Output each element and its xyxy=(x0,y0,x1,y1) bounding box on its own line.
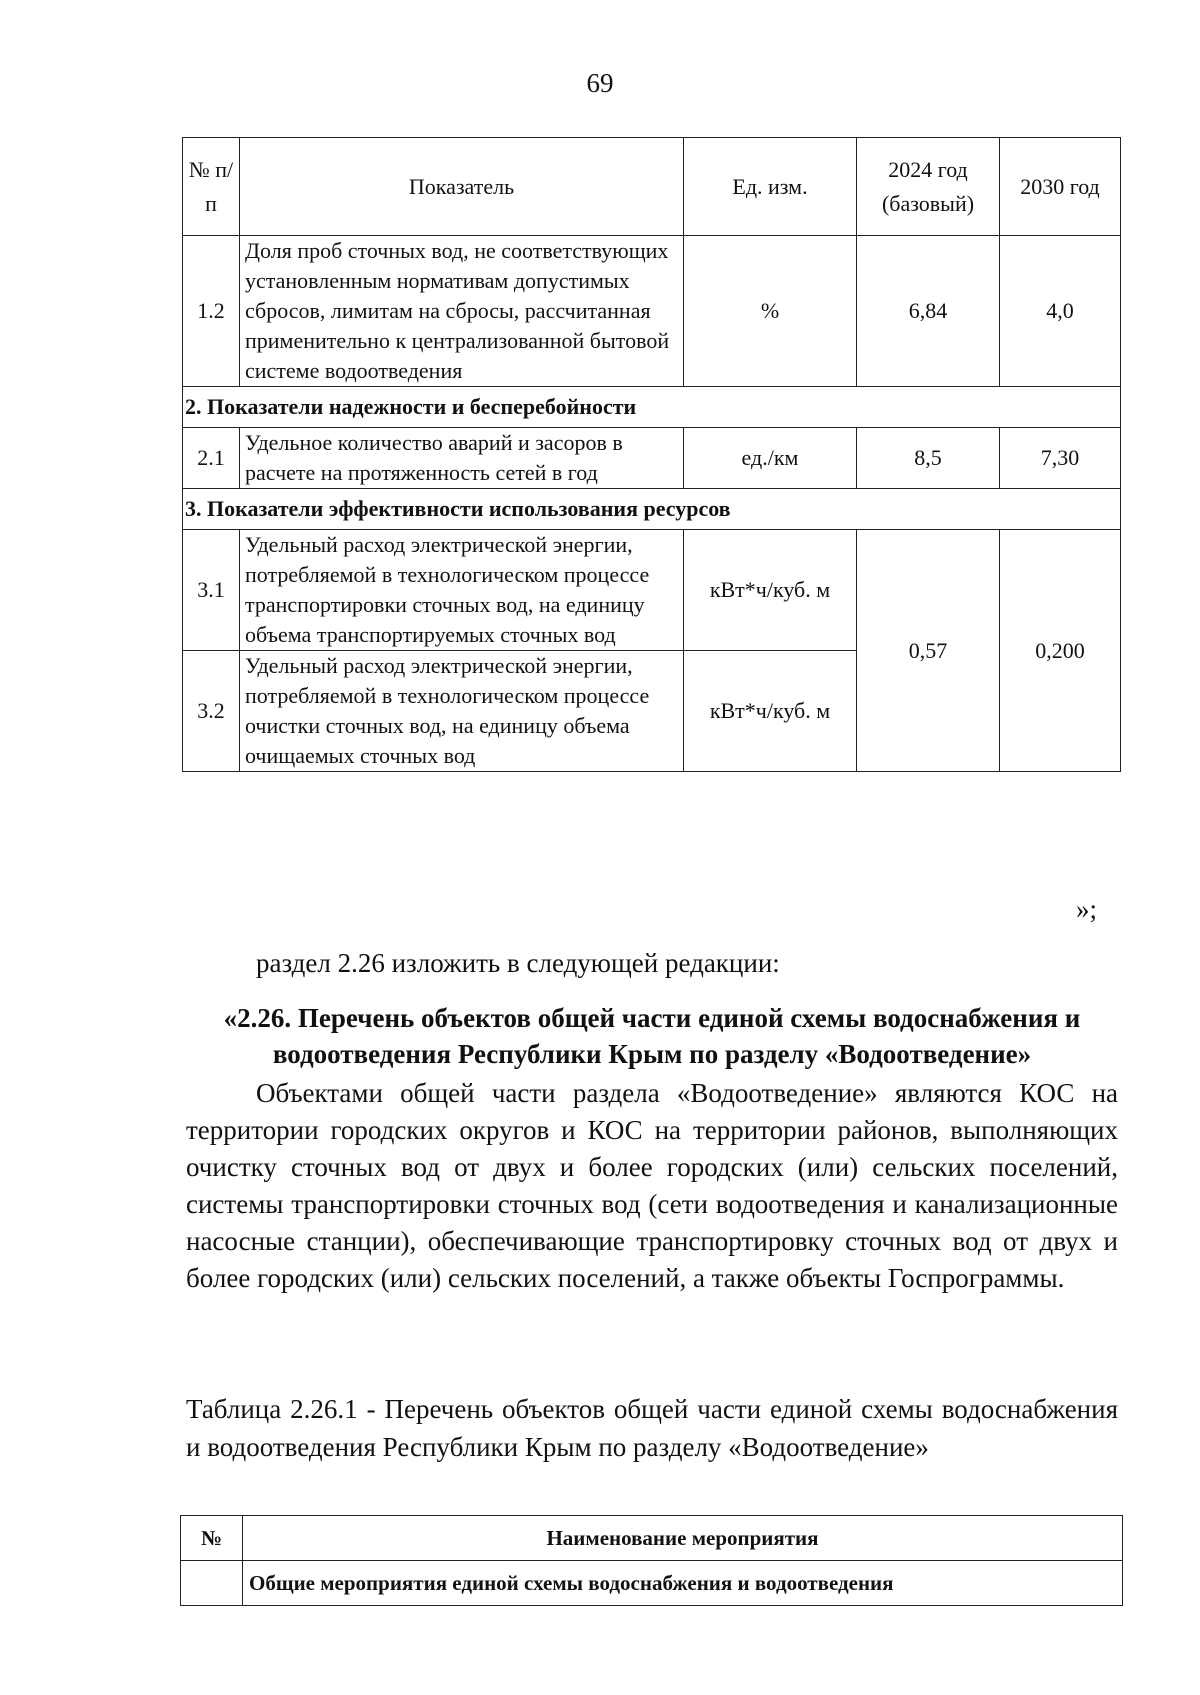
header-num: № п/п xyxy=(183,138,240,236)
cell-unit: кВт*ч/куб. м xyxy=(684,530,857,651)
cell-target: 4,0 xyxy=(1000,236,1121,387)
section-heading: «2.26. Перечень объектов общей части единой схемы водоснабжения и водоотведения Республики Крым по разделу «Водоотведение» xyxy=(223,1003,1081,1069)
cell-unit: ед./км xyxy=(684,428,857,489)
cell-base: 6,84 xyxy=(857,236,1000,387)
cell-indicator: Удельное количество аварий и засоров в расчете на протяженность сетей в год xyxy=(240,428,684,489)
header-indicator: Показатель xyxy=(240,138,684,236)
cell-num xyxy=(181,1561,243,1606)
header-base-year: 2024 год (базовый) xyxy=(857,138,1000,236)
header-name: Наименование мероприятия xyxy=(243,1516,1123,1561)
closing-quote: »; xyxy=(1076,894,1098,924)
section-title: 2. Показатели надежности и бесперебойности xyxy=(183,387,1121,428)
objects-table xyxy=(180,1515,1123,1606)
page-number: 69 xyxy=(586,68,614,98)
section-title: 3. Показатели эффективности использования ресурсов xyxy=(183,489,1121,530)
cell-base-merged: 0,57 xyxy=(857,530,1000,772)
cell-indicator: Удельный расход электрической энергии, потребляемой в технологическом процессе очистки сточных вод, на единицу объема очищаемых сточных вод xyxy=(240,651,684,772)
table-header-row xyxy=(183,138,1121,236)
table-caption: Таблица 2.26.1 - Перечень объектов общей части единой схемы водоснабжения и водоотведения Республики Крым по разделу «Водоотведение» xyxy=(186,1394,1118,1462)
table-row xyxy=(183,428,1121,489)
cell-target: 7,30 xyxy=(1000,428,1121,489)
cell-indicator: Удельный расход электрической энергии, потребляемой в технологическом процессе транспортировки сточных вод, на единицу объема транспортируемых сточных вод xyxy=(240,530,684,651)
cell-indicator: Доля проб сточных вод, не соответствующих установленным нормативам допустимых сбросов, лимитам на сбросы, рассчитанная применительно к централизованной бытовой системе водоотведения xyxy=(240,236,684,387)
cell-base: 8,5 xyxy=(857,428,1000,489)
cell-target-merged: 0,200 xyxy=(1000,530,1121,772)
table-row xyxy=(183,530,1121,651)
table-header-row xyxy=(181,1516,1123,1561)
indicators-table xyxy=(182,137,1121,772)
cell-num: 1.2 xyxy=(183,236,240,387)
cell-unit: кВт*ч/куб. м xyxy=(684,651,857,772)
cell-num: 3.1 xyxy=(183,530,240,651)
section-row xyxy=(183,489,1121,530)
section-row xyxy=(183,387,1121,428)
intro-line: раздел 2.26 изложить в следующей редакции: xyxy=(256,948,780,978)
cell-unit: % xyxy=(684,236,857,387)
table-row xyxy=(181,1561,1123,1606)
cell-num: 2.1 xyxy=(183,428,240,489)
body-paragraph: Объектами общей части раздела «Водоотведение» являются КОС на территории городских округов и КОС на территории районов, выполняющих очистку сточных вод от двух и более городских (или) сельских поселений, системы транспортировки сточных вод (сети водоотведения и канализационные насосные станции), обеспечивающие транспортировку сточных вод от двух и более городских (или) сельских поселений, а также объекты Госпрограммы. xyxy=(186,1078,1118,1293)
header-num: № xyxy=(181,1516,243,1561)
cell-name: Общие мероприятия единой схемы водоснабжения и водоотведения xyxy=(243,1561,1123,1606)
header-target-year: 2030 год xyxy=(1000,138,1121,236)
cell-num: 3.2 xyxy=(183,651,240,772)
header-unit: Ед. изм. xyxy=(684,138,857,236)
table-row xyxy=(183,236,1121,387)
